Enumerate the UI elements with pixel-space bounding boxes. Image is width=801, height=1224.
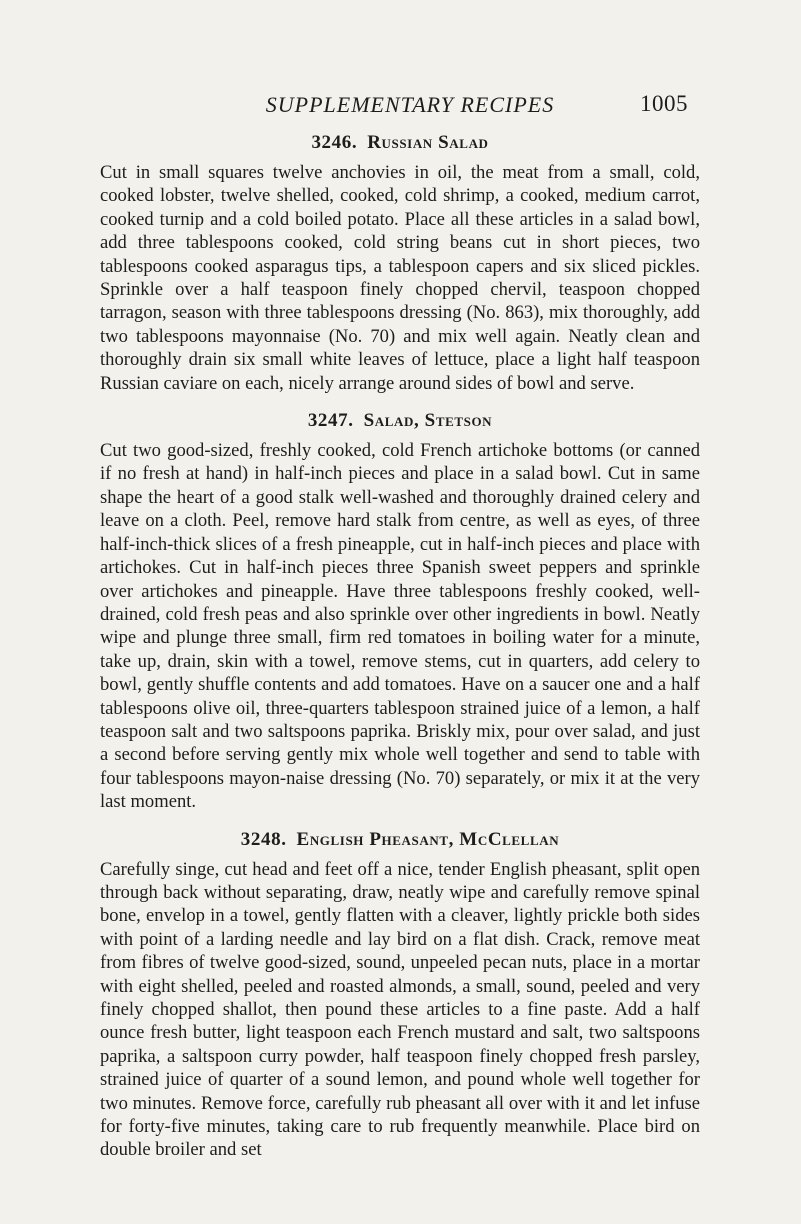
recipe-heading xyxy=(100,409,700,433)
recipe-3247 xyxy=(100,409,700,814)
recipe-title: English Pheasant, McClellan xyxy=(296,828,560,850)
page-content xyxy=(100,131,700,1176)
recipe-number: 3248. xyxy=(240,828,287,850)
recipe-body: Carefully singe, cut head and feet off a nice, tender English pheasant, split open through back without separating, draw, neatly wipe and carefully remove spinal bone, envelop in a towel, gently flatten with a cleaver, lightly prickle both sides with point of a larding needle and lay bird on a flat dish. Crack, remove meat from fibres of twelve good-sized, sound, unpeeled pecan nuts, place in a mortar with eight shelled, peeled and roasted almonds, a small, sound, peeled and very finely chopped shallot, then pound these articles to a fine paste. Add a half ounce fresh butter, light teaspoon each French mustard and salt, two saltspoons paprika, a saltspoon curry powder, half teaspoon finely chopped fresh parsley, strained juice of quarter of a sound lemon, and pound whole well together for two minutes. Remove force, carefully rub pheasant all over with it and let infuse for forty-five minutes, taking care to rub frequently meanwhile. Place bird on double broiler and set xyxy=(100,858,700,1161)
running-head: SUPPLEMENTARY RECIPES xyxy=(265,92,555,117)
page-number: 1005 xyxy=(640,91,688,116)
recipe-number: 3247. xyxy=(307,410,354,432)
recipe-heading xyxy=(100,131,700,155)
recipe-number: 3246. xyxy=(311,132,358,153)
recipe-body: Cut in small squares twelve anchovies in oil, the meat from a small, cold, cooked lobster, twelve shelled, cooked, cold shrimp, a cooked, medium carrot, cooked turnip and a cold boiled potato. Place all these articles in a salad bowl, add three tablespoons cooked, cold string beans cut in short pieces, two tablespoons cooked asparagus tips, a tablespoon capers and six sliced pickles. Sprinkle over a half teaspoon finely chopped chervil, teaspoon chopped tarragon, season with three tablespoons dressing (No. 863), mix thoroughly, add two tablespoons mayonnaise (No. 70) and mix well again. Neatly clean and thoroughly drain six small white leaves of lettuce, place a light half teaspoon Russian caviare on each, nicely arrange around sides of bowl and serve. xyxy=(100,162,700,394)
recipe-title: Salad, Stetson xyxy=(363,410,493,432)
recipe-heading xyxy=(100,828,700,852)
recipe-body: Cut two good-sized, freshly cooked, cold French artichoke bottoms (or canned if no fresh at hand) in half-inch pieces and place in a salad bowl. Cut in same shape the heart of a good stalk well-washed and thoroughly drained celery and leave on a cloth. Peel, remove hard stalk from centre, as well as eyes, of three half-inch-thick slices of a fresh pineapple, cut in half-inch pieces and place with artichokes. Cut in half-inch pieces three Spanish sweet peppers and sprinkle over artichokes and pineapple. Have three tablespoons freshly cooked, well-drained, cold fresh peas and also sprinkle over other ingredients in bowl. Neatly wipe and plunge three small, firm red tomatoes in boiling water for a minute, take up, drain, skin with a towel, remove stems, cut in quarters, add celery to bowl, gently shuffle contents and add tomatoes. Have on a saucer one and a half tablespoons olive oil, three-quarters tablespoon strained juice of a lemon, a half teaspoon salt and two saltspoons paprika. Briskly mix, pour over salad, and just a second before serving gently mix whole well together and send to table with four tablespoons mayon-naise dressing (No. 70) separately, or mix it at the very last moment. xyxy=(100,440,700,813)
recipe-title: Russian Salad xyxy=(367,132,489,153)
recipe-3248 xyxy=(100,828,700,1162)
recipe-3246 xyxy=(100,131,700,395)
